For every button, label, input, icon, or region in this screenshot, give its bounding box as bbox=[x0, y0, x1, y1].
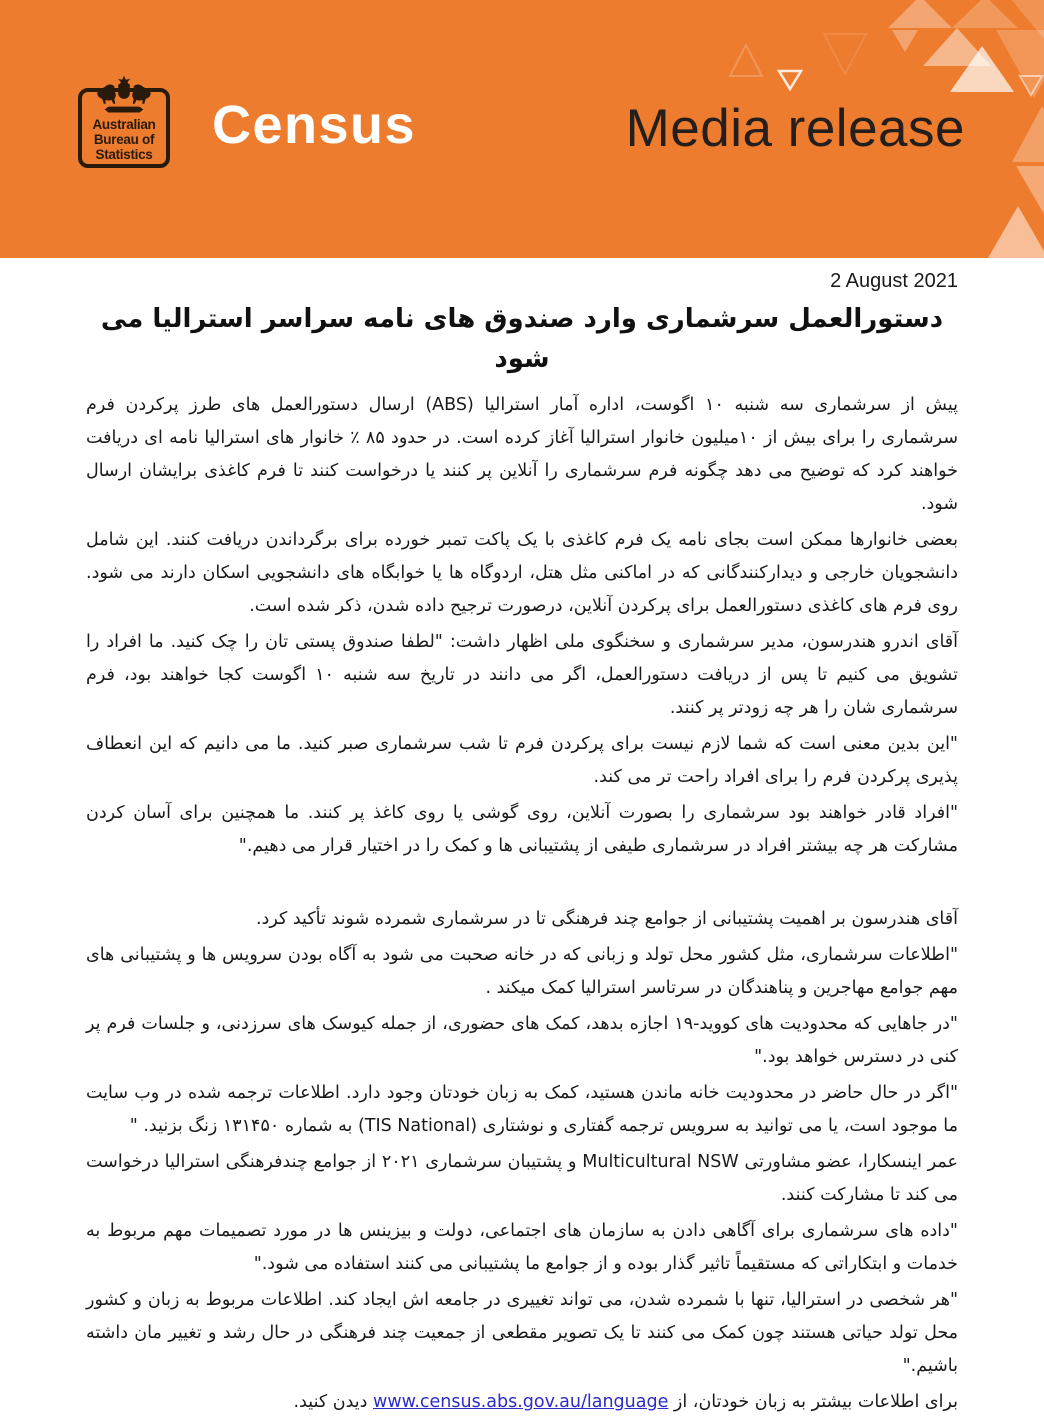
footer-text-before: برای اطلاعات بیشتر به زبان خودتان، از bbox=[668, 1392, 958, 1412]
body-paragraph: آقای هندرسون بر اهمیت پشتیبانی از جوامع چند فرهنگی تا در سرشماری شمرده شوند تأکید کرد. bbox=[255, 909, 958, 929]
abs-logo-line: Australian bbox=[92, 117, 156, 132]
abs-logo-line: Statistics bbox=[95, 147, 153, 162]
body-paragraph: "داده های سرشماری برای آگاهی دادن به سازمان های اجتماعی، دولت و بیزینس ها در مورد تصمیمات مهم مربوط به خدمات و ابتکاراتی که مستقیماً تاثیر گذار بوده و از جوامع ما پشتیبانی می کنند استفاده می شود." bbox=[86, 1221, 958, 1274]
body-paragraph: بعضی خانوارها ممکن است بجای نامه یک فرم کاغذی با یک پاکت تمبر خورده برای برگرداندن دریافت کنند. این شامل دانشجویان خارجی و دیدارکنندگانی که در اماکنی مثل هتل، اردوگاه ها یا خوابگاه های دانشجویی اسکان دارند می شود. روی فرم های کاغذی دستورالعمل برای پرکردن آنلاین، درصورت ترجیح داده شدن، ذکر شده است. bbox=[86, 530, 958, 616]
media-release-title: Media release bbox=[625, 99, 965, 158]
footer-text-after: دیدن کنید. bbox=[293, 1392, 374, 1412]
body-paragraph: پیش از سرشماری سه شنبه ۱۰ اگوست، اداره آمار استرالیا (ABS) ارسال دستورالعمل های طرز پرکردن فرم سرشماری را برای بیش از ۱۰میلیون خانوار استرالیا آغاز کرده است. در حدود ۸۵ ٪ خانوار های استرالیا نامه ای دریافت خواهند کرد که توضیح می دهد چگونه فرم سرشماری را آنلاین پر کنند یا درخواست کنند تا فرم کاغذی برایشان ارسال شود. bbox=[86, 395, 958, 514]
census-language-link[interactable]: www.census.abs.gov.au/language bbox=[373, 1392, 669, 1412]
body-paragraph: "این بدین معنی است که شما لازم نیست برای پرکردن فرم تا شب سرشماری صبر کنید. ما می دانیم که این انعطاف پذیری پرکردن فرم را برای افراد راحت تر می کند. bbox=[86, 734, 958, 787]
abs-logo-text bbox=[82, 117, 166, 162]
paragraph-list bbox=[86, 389, 958, 1383]
body-paragraph: آقای اندرو هندرسون، مدیر سرشماری و سخنگوی ملی اظهار داشت: "لطفا صندوق پستی تان را چک کنید. ما افراد را تشویق می کنیم تا پس از دریافت دستورالعمل، اگر می دانند در تاریخ سه شنبه ۱۰ اگوست کجا خواهند بود، فرم سرشماری شان را هر چه زودتر پر کنند. bbox=[86, 632, 958, 718]
census-wordmark: Census bbox=[212, 95, 417, 155]
body-paragraph: "اطلاعات سرشماری، مثل کشور محل تولد و زبانی که در خانه صحبت می شود به آگاه بودن سرویس ها و پشتیبانی های مهم جوامع مهاجرین و پناهندگان در سرتاسر استرالیا کمک میکند . bbox=[86, 945, 958, 998]
coat-of-arms-icon bbox=[93, 75, 155, 115]
page-title: دستورالعمل سرشماری وارد صندوق های نامه سراسر استرالیا می شود bbox=[100, 304, 944, 374]
body-paragraph: "افراد قادر خواهند بود سرشماری را بصورت آنلاین، روی گوشی یا روی کاغذ پر کنند. ما همچنین برای آسان کردن مشارکت هر چه بیشتر افراد در سرشماری طیفی از پشتیبانی ها و کمک را در اختیار قرار می دهیم." bbox=[86, 803, 958, 856]
header-banner bbox=[0, 0, 1044, 258]
body-paragraph: "اگر در حال حاضر در محدودیت خانه ماندن هستید، کمک به زبان خودتان وجود دارد. اطلاعات ترجمه شده در وب سایت ما موجود است، یا می توانید به سرویس ترجمه گفتاری و نوشتاری (TIS National) به شماره ۱۳۱۴۵۰ زنگ بزنید. " bbox=[86, 1083, 958, 1136]
release-date: 2 August 2021 bbox=[830, 270, 958, 292]
more-info-line bbox=[86, 1386, 958, 1419]
document-body bbox=[0, 258, 1044, 1419]
body-paragraph: عمر اینسکارا، عضو مشاورتی Multicultural NSW و پشتیبان سرشماری ۲۰۲۱ از جوامع چندفرهنگی استرالیا درخواست می کند تا مشارکت کنند. bbox=[86, 1152, 958, 1205]
abs-logo bbox=[78, 88, 170, 168]
abs-logo-line: Bureau of bbox=[93, 132, 155, 147]
body-paragraph: "هر شخصی در استرالیا، تنها با شمرده شدن، می تواند تغییری در جامعه اش ایجاد کند. اطلاعات مربوط به زبان و کشور محل تولد حیاتی هستند چون کمک می کنند تا یک تصویر مقطعی از جمعیت چند فرهنگی در حال رشد و تغییر مان داشته باشیم." bbox=[86, 1290, 958, 1376]
body-paragraph: "در جاهایی که محدودیت های کووید-۱۹ اجازه بدهد، کمک های حضوری، از جمله کیوسک های سرزدنی، و جلسات فرم پر کنی در دسترس خواهد بود." bbox=[86, 1014, 958, 1067]
